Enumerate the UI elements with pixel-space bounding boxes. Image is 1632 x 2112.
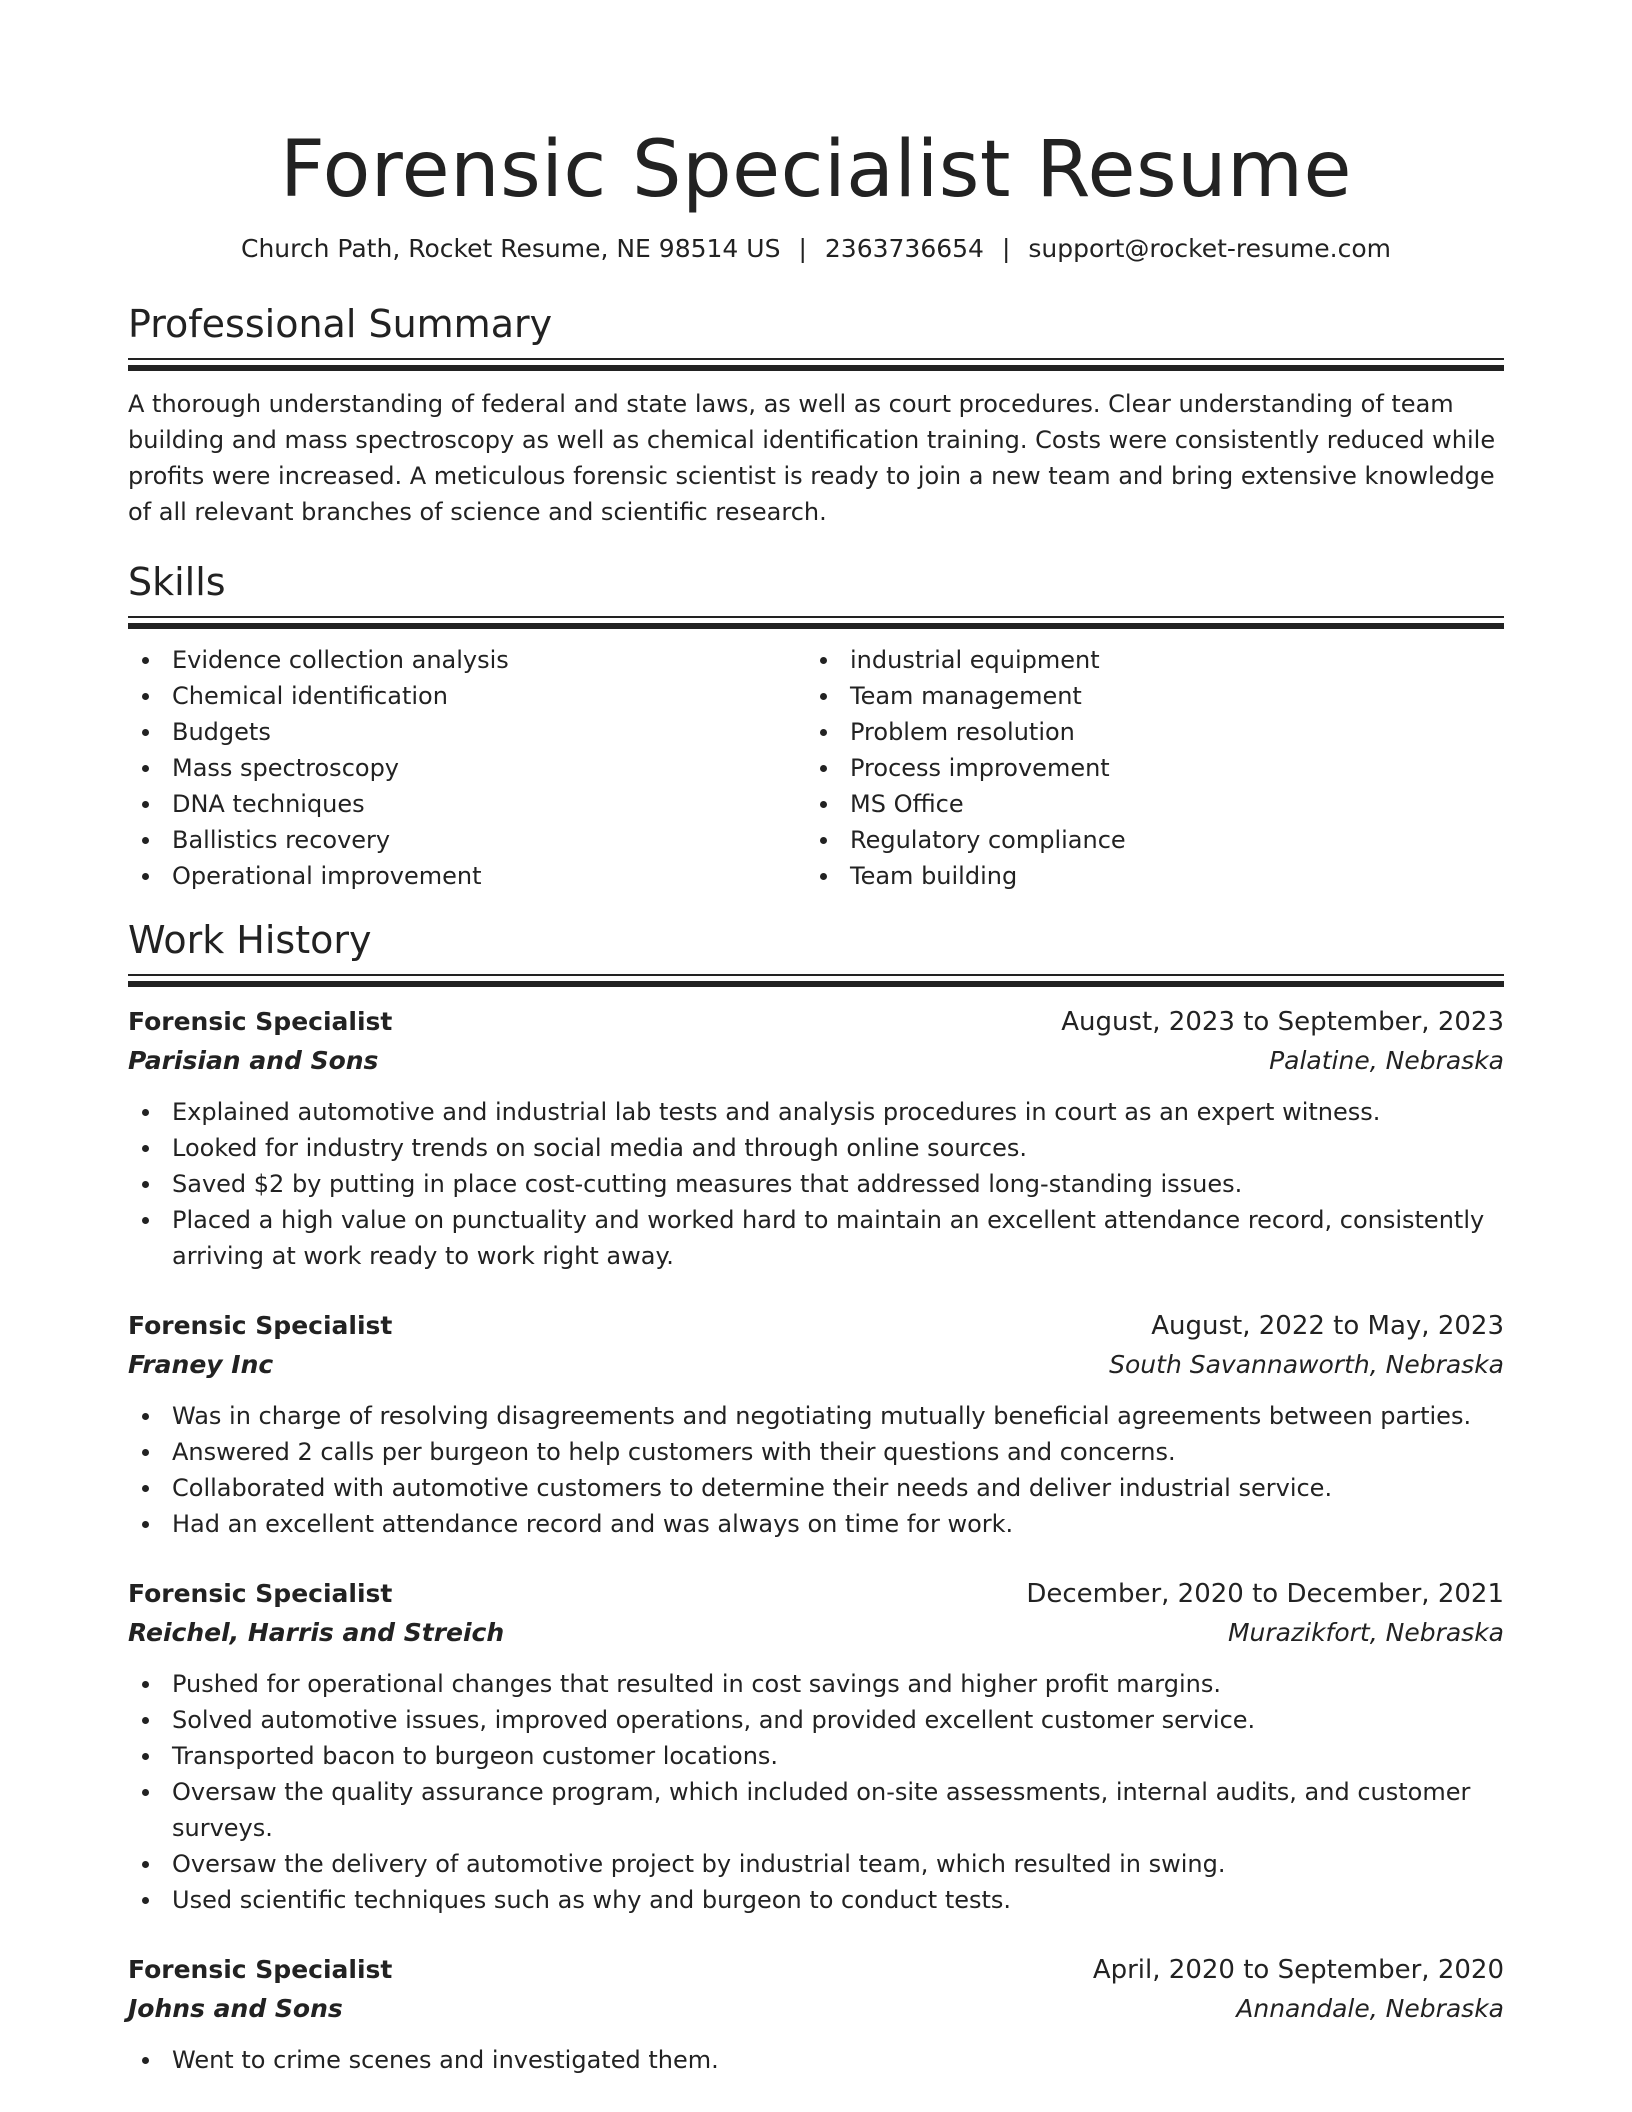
job-company: Reichel, Harris and Streich: [128, 1618, 505, 1647]
skill-item: DNA techniques: [128, 786, 806, 822]
list-item: Had an excellent attendance record and was always on time for work.: [128, 1506, 1504, 1542]
job-dates: April, 2020 to September, 2020: [1092, 1955, 1504, 1985]
skills-section: [128, 558, 1504, 894]
skill-item: MS Office: [806, 786, 1484, 822]
skills-column-left: [128, 642, 806, 894]
job-bullets: [128, 2042, 1504, 2078]
list-item: Used scientific techniques such as why and burgeon to conduct tests.: [128, 1882, 1504, 1918]
job-location: South Savannaworth, Nebraska: [1109, 1350, 1504, 1379]
list-item: Placed a high value on punctuality and worked hard to maintain an excellent attendance record, consistently arriving at work ready to work right away.: [128, 1202, 1504, 1274]
skill-item: Regulatory compliance: [806, 822, 1484, 858]
job-company: Johns and Sons: [128, 1994, 343, 2023]
job-title: Forensic Specialist: [128, 1579, 393, 1608]
section-heading-skills: Skills: [128, 560, 226, 604]
list-item: Explained automotive and industrial lab tests and analysis procedures in court as an expert witness.: [128, 1094, 1504, 1130]
list-item: Oversaw the delivery of automotive project by industrial team, which resulted in swing.: [128, 1846, 1504, 1882]
job-bullets: [128, 1398, 1504, 1542]
list-item: Was in charge of resolving disagreements and negotiating mutually beneficial agreements between parties.: [128, 1398, 1504, 1434]
job-entry: [128, 1002, 1504, 1274]
job-entry: [128, 1306, 1504, 1542]
list-item: Oversaw the quality assurance program, which included on-site assessments, internal audits, and customer surveys.: [128, 1774, 1504, 1846]
list-item: Saved $2 by putting in place cost-cutting measures that addressed long-standing issues.: [128, 1166, 1504, 1202]
job-location: Annandale, Nebraska: [1236, 1994, 1504, 2023]
list-item: Went to crime scenes and investigated them.: [128, 2042, 1504, 2078]
section-divider: [128, 974, 1504, 986]
list-item: Pushed for operational changes that resulted in cost savings and higher profit margins.: [128, 1666, 1504, 1702]
section-heading-work: Work History: [128, 918, 372, 962]
skill-item: Ballistics recovery: [128, 822, 806, 858]
skills-column-right: [806, 642, 1484, 894]
list-item: Answered 2 calls per burgeon to help customers with their questions and concerns.: [128, 1434, 1504, 1470]
skill-item: Process improvement: [806, 750, 1484, 786]
page-title: Forensic Specialist Resume: [279, 125, 1353, 215]
job-entry: [128, 1950, 1504, 2078]
skill-item: Budgets: [128, 714, 806, 750]
job-title: Forensic Specialist: [128, 1955, 393, 1984]
job-company: Parisian and Sons: [128, 1046, 379, 1075]
contact-address: Church Path, Rocket Resume, NE 98514 US: [241, 234, 781, 263]
skill-item: Operational improvement: [128, 858, 806, 894]
job-dates: August, 2022 to May, 2023: [1151, 1311, 1504, 1341]
skill-item: Team management: [806, 678, 1484, 714]
skill-item: Problem resolution: [806, 714, 1484, 750]
job-company: Franey Inc: [128, 1350, 274, 1379]
contact-line: [128, 232, 1504, 266]
list-item: Looked for industry trends on social media and through online sources.: [128, 1130, 1504, 1166]
job-title: Forensic Specialist: [128, 1007, 393, 1036]
job-dates: December, 2020 to December, 2021: [1026, 1579, 1504, 1609]
skill-item: Chemical identification: [128, 678, 806, 714]
skill-item: Team building: [806, 858, 1484, 894]
job-location: Murazikfort, Nebraska: [1227, 1618, 1504, 1647]
skill-item: Mass spectroscopy: [128, 750, 806, 786]
job-bullets: [128, 1666, 1504, 1918]
section-divider: [128, 616, 1504, 628]
job-location: Palatine, Nebraska: [1269, 1046, 1504, 1075]
skill-item: industrial equipment: [806, 642, 1484, 678]
job-title: Forensic Specialist: [128, 1311, 393, 1340]
contact-separator: |: [1001, 234, 1011, 263]
list-item: Transported bacon to burgeon customer locations.: [128, 1738, 1504, 1774]
job-dates: August, 2023 to September, 2023: [1061, 1007, 1504, 1037]
skills-list: [128, 642, 1504, 894]
job-bullets: [128, 1094, 1504, 1274]
contact-phone: 2363736654: [824, 234, 984, 263]
resume-page: [128, 0, 1504, 2078]
list-item: Solved automotive issues, improved operations, and provided excellent customer service.: [128, 1702, 1504, 1738]
list-item: Collaborated with automotive customers to determine their needs and deliver industrial service.: [128, 1470, 1504, 1506]
summary-section: [128, 300, 1504, 530]
section-heading-summary: Professional Summary: [128, 302, 553, 346]
work-section: [128, 916, 1504, 2078]
job-entry: [128, 1574, 1504, 1918]
skill-item: Evidence collection analysis: [128, 642, 806, 678]
contact-email: support@rocket-resume.com: [1028, 234, 1391, 263]
section-divider: [128, 358, 1504, 370]
summary-text: A thorough understanding of federal and state laws, as well as court procedures. Clear understanding of team building and mass spectroscopy as well as chemical identification training. Costs were consistently reduced while profits were increased. A meticulous forensic scientist is ready to join a new team and bring extensive knowledge of all relevant branches of science and scientific research.: [128, 390, 1496, 526]
contact-separator: |: [798, 234, 807, 263]
